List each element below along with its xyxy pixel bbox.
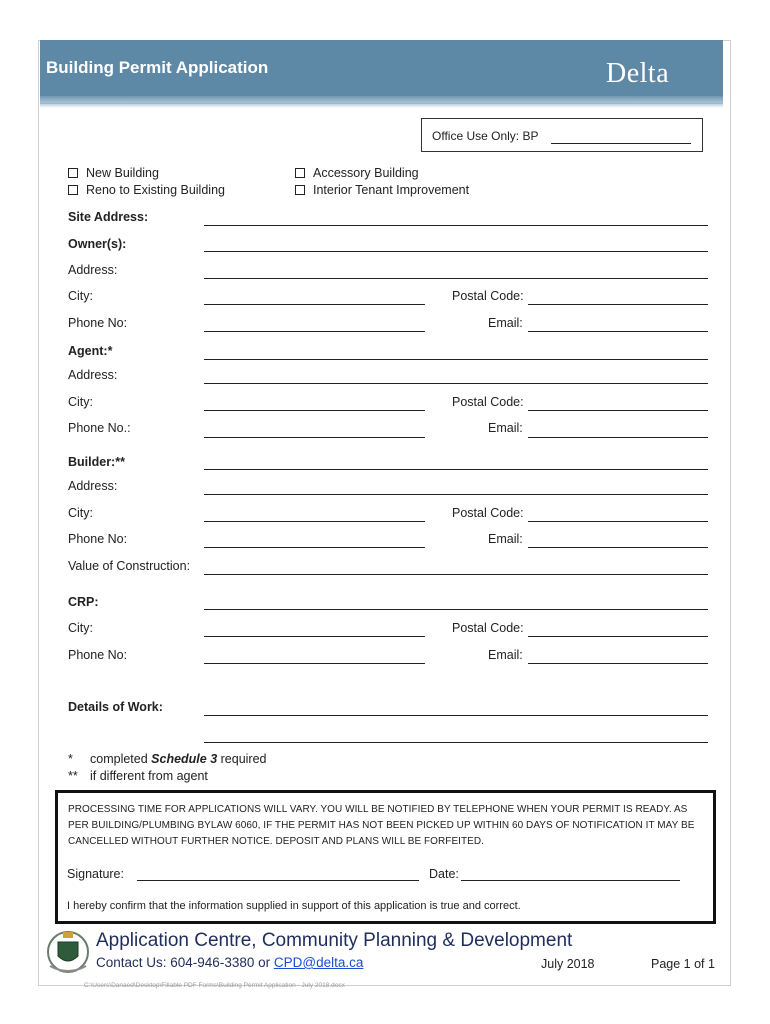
owner-email-label: Email: bbox=[488, 316, 523, 330]
crp-postal-label: Postal Code: bbox=[452, 621, 524, 635]
builder-postal-label: Postal Code: bbox=[452, 506, 524, 520]
signature-label: Signature: bbox=[67, 867, 124, 881]
page-number: Page 1 of 1 bbox=[651, 957, 715, 971]
value-of-construction-label: Value of Construction: bbox=[68, 559, 191, 573]
checkbox-label: Interior Tenant Improvement bbox=[313, 183, 470, 197]
builder-postal-field[interactable] bbox=[528, 521, 708, 522]
builder-email-field[interactable] bbox=[528, 547, 708, 548]
delta-logo: Delta bbox=[606, 58, 670, 89]
note-text: if different from agent bbox=[90, 769, 208, 783]
crp-phone-field[interactable] bbox=[204, 663, 425, 664]
processing-notice: PROCESSING TIME FOR APPLICATIONS WILL VARY. YOU WILL BE NOTIFIED BY TELEPHONE WHEN YOUR PERMIT IS READY. AS PER BUILDING/PLUMBING BYLAW 6060, IF THE PERMIT HAS NOT BEEN PICKED UP WITHIN 60 DAYS OF NOTIFICATION IT MAY BE CANCELLED WITHOUT FURTHER NOTICE. DEPOSIT AND PLANS WILL BE FORFEITED. bbox=[68, 804, 695, 847]
footer-title: Application Centre, Community Planning & Development bbox=[96, 930, 573, 951]
owner-email-field[interactable] bbox=[528, 331, 708, 332]
crp-field[interactable] bbox=[204, 609, 708, 610]
note-schedule-3 bbox=[68, 752, 267, 766]
builder-phone-field[interactable] bbox=[204, 547, 425, 548]
builder-address-field[interactable] bbox=[204, 494, 708, 495]
note-text: required bbox=[217, 752, 267, 766]
owners-label: Owner(s): bbox=[68, 237, 127, 251]
footer-contact bbox=[96, 955, 363, 970]
agent-label: Agent:* bbox=[68, 344, 113, 358]
contact-phone-text: Contact Us: 604-946-3380 or bbox=[96, 955, 274, 970]
checkbox-icon[interactable] bbox=[68, 185, 78, 195]
date-field[interactable] bbox=[461, 880, 680, 881]
builder-email-label: Email: bbox=[488, 532, 523, 546]
builder-label: Builder:** bbox=[68, 455, 125, 469]
agent-email-label: Email: bbox=[488, 421, 523, 435]
crp-phone-label: Phone No: bbox=[68, 648, 128, 662]
signature-field[interactable] bbox=[137, 880, 419, 881]
checkbox-label: Accessory Building bbox=[313, 166, 419, 180]
crp-city-field[interactable] bbox=[204, 636, 425, 637]
crp-email-field[interactable] bbox=[528, 663, 708, 664]
delta-crest-icon bbox=[44, 926, 92, 976]
checkbox-label: Reno to Existing Building bbox=[86, 183, 225, 197]
crp-email-label: Email: bbox=[488, 648, 523, 662]
checkbox-icon[interactable] bbox=[68, 168, 78, 178]
file-path: C:\Users\Danaed\Desktop\Fillable PDF Forms\Building Permit Application - July 2018.docx bbox=[84, 982, 345, 989]
bp-number-line bbox=[551, 143, 691, 144]
builder-phone-label: Phone No: bbox=[68, 532, 128, 546]
date-label: Date: bbox=[429, 867, 459, 881]
footer-date: July 2018 bbox=[541, 957, 595, 971]
agent-email-field[interactable] bbox=[528, 437, 708, 438]
checkbox-new-building[interactable] bbox=[68, 166, 159, 180]
note-different-from-agent bbox=[68, 769, 208, 783]
owner-phone-label: Phone No: bbox=[68, 316, 128, 330]
office-use-label: Office Use Only: BP bbox=[432, 129, 539, 143]
details-of-work-label: Details of Work: bbox=[68, 700, 163, 714]
crp-postal-field[interactable] bbox=[528, 636, 708, 637]
agent-city-label: City: bbox=[68, 395, 93, 409]
owner-address-field[interactable] bbox=[204, 278, 708, 279]
crp-label: CRP: bbox=[68, 595, 99, 609]
agent-city-field[interactable] bbox=[204, 410, 425, 411]
value-of-construction-field[interactable] bbox=[204, 574, 708, 575]
site-address-field[interactable] bbox=[204, 225, 708, 226]
owner-city-field[interactable] bbox=[204, 304, 425, 305]
agent-field[interactable] bbox=[204, 359, 708, 360]
builder-field[interactable] bbox=[204, 469, 708, 470]
crp-city-label: City: bbox=[68, 621, 93, 635]
agent-address-field[interactable] bbox=[204, 383, 708, 384]
owners-field[interactable] bbox=[204, 251, 708, 252]
note-emphasis: Schedule 3 bbox=[151, 752, 218, 766]
builder-city-label: City: bbox=[68, 506, 93, 520]
agent-address-label: Address: bbox=[68, 368, 118, 382]
note-text: completed bbox=[90, 752, 152, 766]
agent-postal-label: Postal Code: bbox=[452, 395, 524, 409]
note-marker: ** bbox=[68, 769, 78, 783]
note-marker: * bbox=[68, 752, 73, 766]
owner-address-label: Address: bbox=[68, 263, 118, 277]
confirmation-statement: I hereby confirm that the information supplied in support of this application is true and correct. bbox=[67, 900, 521, 912]
checkbox-reno-existing[interactable] bbox=[68, 183, 225, 197]
site-address-label: Site Address: bbox=[68, 210, 149, 224]
checkbox-icon[interactable] bbox=[295, 168, 305, 178]
details-of-work-field-1[interactable] bbox=[204, 715, 708, 716]
checkbox-accessory-building[interactable] bbox=[295, 166, 419, 180]
checkbox-icon[interactable] bbox=[295, 185, 305, 195]
details-of-work-field-2[interactable] bbox=[204, 742, 708, 743]
checkbox-interior-tenant[interactable] bbox=[295, 183, 469, 197]
page-title: Building Permit Application bbox=[46, 58, 269, 77]
owner-postal-label: Postal Code: bbox=[452, 289, 524, 303]
owner-city-label: City: bbox=[68, 289, 93, 303]
agent-phone-label: Phone No.: bbox=[68, 421, 131, 435]
builder-city-field[interactable] bbox=[204, 521, 425, 522]
owner-postal-field[interactable] bbox=[528, 304, 708, 305]
owner-phone-field[interactable] bbox=[204, 331, 425, 332]
builder-address-label: Address: bbox=[68, 479, 118, 493]
checkbox-label: New Building bbox=[86, 166, 159, 180]
agent-phone-field[interactable] bbox=[204, 437, 425, 438]
contact-email-link[interactable]: CPD@delta.ca bbox=[273, 955, 364, 970]
agent-postal-field[interactable] bbox=[528, 410, 708, 411]
header-banner-brush-edge bbox=[40, 96, 723, 108]
